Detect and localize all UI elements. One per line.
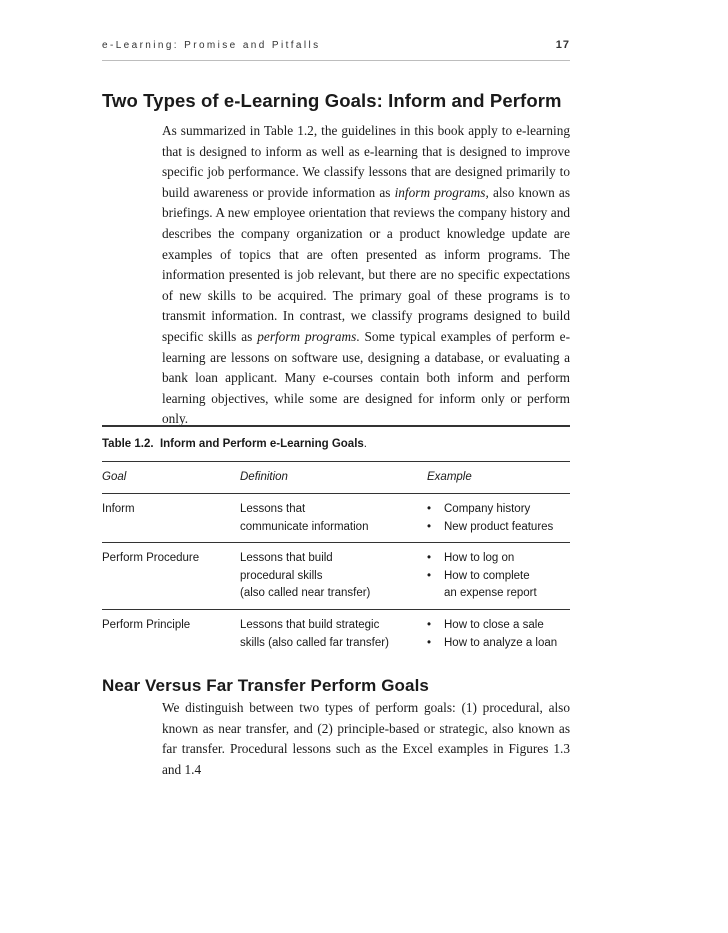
definition-line: Lessons that build strategic — [240, 619, 380, 631]
example-text: Company history — [444, 503, 531, 515]
table-header-definition: Definition — [240, 471, 288, 483]
table-row-2-definition — [240, 550, 370, 603]
example-item — [427, 519, 553, 537]
definition-line: skills (also called far transfer) — [240, 636, 389, 649]
para1-text-c: . Some typical examples of perform e-learning are lessons on software use, designing a database, or evaluating a bank loan applicant. Many e-courses contain both inform and perform learning objectives, while some are designed for inform only or perform only. — [162, 328, 571, 427]
definition-line: Lessons that — [240, 503, 306, 515]
page-number: 17 — [555, 39, 570, 51]
example-text: How to close a sale — [444, 619, 544, 631]
bullet-icon: • — [427, 569, 432, 582]
table-row-3-goal: Perform Principle — [102, 619, 191, 631]
example-text: How to complete — [444, 569, 530, 582]
example-item — [427, 568, 537, 603]
example-text: How to analyze a loan — [444, 636, 558, 649]
table-row-2-examples — [427, 550, 537, 603]
section-heading-inform-perform: Two Types of e-Learning Goals: Inform and Perform — [102, 90, 562, 111]
example-text: How to log on — [444, 552, 515, 564]
table-header-example: Example — [427, 471, 472, 483]
running-title: e-Learning: Promise and Pitfalls — [102, 40, 321, 51]
table-rule — [102, 461, 570, 462]
example-item — [427, 617, 557, 635]
bullet-icon: • — [427, 520, 432, 533]
para1-text-a: As summarized in Table 1.2, the guidelines in this book apply to e-learning that is designed to inform as well as e-learning that is designed to improve specific job performance. We classify lessons that are designed primarily to build awareness or provide information as — [162, 123, 570, 200]
bullet-icon: • — [427, 552, 432, 564]
table-rule — [102, 609, 570, 610]
example-text: New product features — [444, 520, 554, 533]
example-text-continued: an expense report — [444, 587, 537, 599]
table-row-3-examples — [427, 617, 557, 652]
table-row-1-examples — [427, 501, 553, 536]
header-rule — [102, 60, 570, 61]
table-caption-label: Table 1.2. — [102, 438, 154, 450]
definition-line: procedural skills — [240, 569, 323, 582]
example-item — [427, 501, 553, 519]
definition-line: Lessons that build — [240, 552, 333, 564]
table-row-1-goal: Inform — [102, 503, 135, 515]
example-item — [427, 635, 557, 653]
table-caption-title: Inform and Perform e-Learning Goals — [159, 438, 364, 450]
definition-line: communicate information — [240, 520, 369, 533]
body-paragraph-1 — [162, 121, 570, 430]
para1-term-inform-programs: inform programs, — [394, 184, 489, 200]
definition-line: (also called near transfer) — [240, 587, 371, 599]
bullet-icon: • — [427, 503, 432, 515]
bullet-icon: • — [427, 619, 432, 631]
para1-term-perform-programs: perform programs — [257, 328, 357, 344]
running-header — [102, 40, 570, 51]
example-item — [427, 550, 537, 568]
para1-text-b: also known as briefings. A new employee orientation that reviews the company history and describes the company organization or a product knowledge update are examples of topics that are often presented as inform programs. The information presented is job relevant, but there are no specific expectations of new skills to be acquired. The primary goal of these programs is to transmit information. In contrast, we classify programs designed to build specific skills as — [162, 184, 571, 344]
table-row-3-definition — [240, 617, 389, 652]
table-header-goal: Goal — [102, 471, 127, 483]
table-rule — [102, 542, 570, 543]
bullet-icon: • — [427, 636, 432, 649]
table-top-rule — [102, 425, 570, 427]
table-caption-period: . — [363, 438, 367, 450]
table-row-2-goal: Perform Procedure — [102, 552, 200, 564]
table-row-1-definition — [240, 501, 368, 536]
section-heading-near-far-transfer: Near Versus Far Transfer Perform Goals — [102, 676, 429, 695]
body-paragraph-2: We distinguish between two types of perform goals: (1) procedural, also known as near transfer, and (2) principle-based or strategic, also known as far transfer. Procedural lessons such as the Excel examples in Figures 1.3 and 1.4 — [162, 700, 570, 777]
table-caption — [102, 438, 367, 450]
table-rule — [102, 493, 570, 494]
